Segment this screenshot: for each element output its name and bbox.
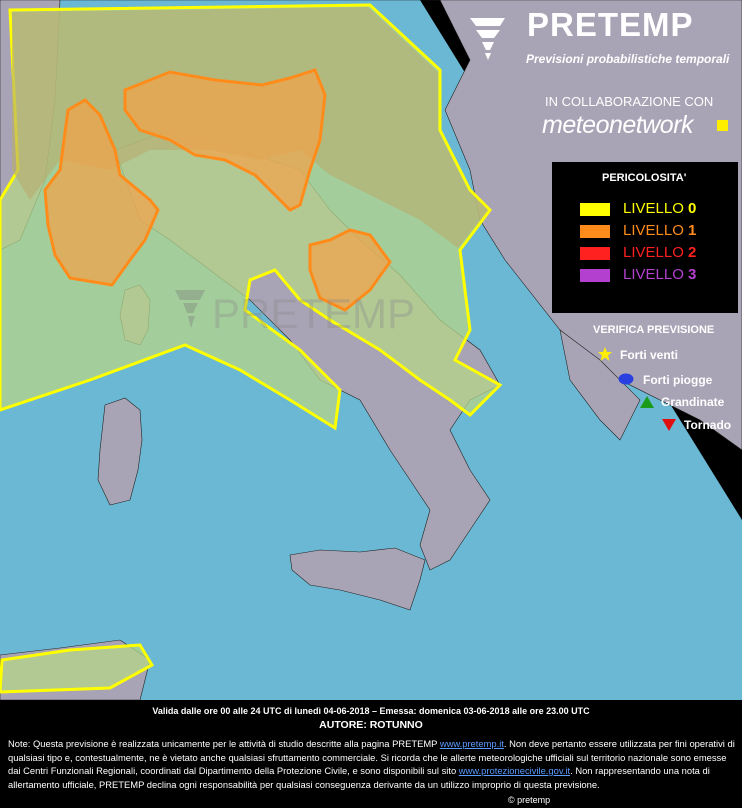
level2-label: LIVELLO 2 [623, 244, 697, 261]
level1-label: LIVELLO 1 [623, 222, 697, 239]
verification-title: VERIFICA PREVISIONE [593, 324, 715, 336]
author-line: AUTORE: ROTUNNO [319, 719, 423, 731]
level3-swatch [580, 269, 610, 282]
legend-title: PERICOLOSITA' [602, 172, 687, 184]
level0-label: LIVELLO 0 [623, 200, 697, 217]
level2-swatch [580, 247, 610, 260]
star-icon [598, 347, 612, 361]
verify-wind-label: Forti venti [620, 348, 679, 362]
level3-label: LIVELLO 3 [623, 266, 697, 283]
disclaimer-note: Note: Questa previsione è realizzata unicamente per le attività di studio descritte alla pagina PRETEMP www.pretemp.it. Non deve pertanto essere utilizzata per fini operativi di qualsiasi tipo e, contestualmente, ne è vietato anche qualsiasi sfruttamento commerciale. Si ricorda che le allerte meteorologiche ufficiali sul territorio nazionale sono emesse dai Centri Funzionali Regionali, coordinati dal Dipartimento della Protezione Civile, e sono disponibili sul sito www.protezionecivile.gov.it. Non rappresentando una nota di allertamento ufficiale, PRETEMP declina ogni responsabilità per qualsiasi conseguenza derivante da un utilizzo improprio di questa previsione. [8, 738, 735, 790]
pretemp-link[interactable]: www.pretemp.it [439, 738, 504, 749]
partner-logo-square [717, 120, 728, 131]
triangle-up-icon [640, 396, 654, 408]
validity-line: Valida dalle ore 00 alle 24 UTC di lunedì 04-06-2018 – Emessa: domenica 03-06-2018 alle ore 23.00 UTC [152, 706, 590, 716]
triangle-down-icon [662, 419, 676, 431]
level0-swatch [580, 203, 610, 216]
brand-subtitle: Previsioni probabilistiche temporali [526, 52, 730, 66]
collaboration-label: IN COLLABORAZIONE CON [545, 94, 714, 109]
verify-rain-label: Forti piogge [643, 373, 713, 387]
partner-logo-text: meteonetwork [542, 111, 694, 139]
verify-hail-label: Grandinate [661, 395, 725, 409]
protezione-civile-link[interactable]: www.protezionecivile.gov.it [458, 765, 571, 776]
circle-icon [618, 373, 634, 385]
watermark-text: PRETEMP [212, 290, 416, 337]
copyright: © pretemp [508, 795, 551, 805]
level1-swatch [580, 225, 610, 238]
verify-tornado-label: Tornado [684, 418, 732, 432]
brand-title: PRETEMP [527, 6, 694, 43]
